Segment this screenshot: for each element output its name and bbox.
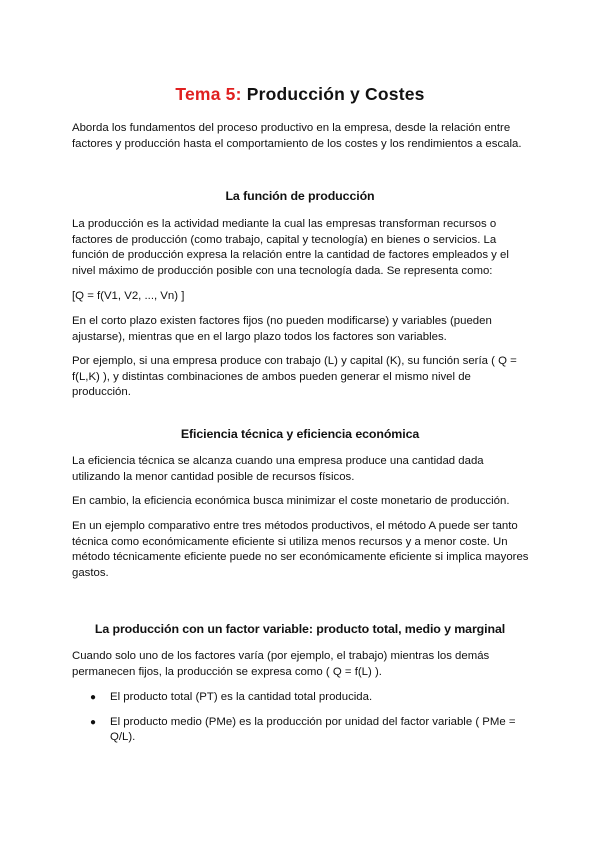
list-item bbox=[90, 715, 520, 746]
paragraph: En cambio, la eficiencia económica busca minimizar el coste monetario de producción. bbox=[72, 495, 510, 507]
paragraph: Cuando solo uno de los factores varía (por ejemplo, el trabajo) mientras los demás permanecen fijos, la producción se expresa como ( Q = f(L) ). bbox=[72, 650, 490, 678]
bullet-icon: ● bbox=[90, 716, 97, 728]
bullet-icon: ● bbox=[90, 692, 97, 703]
intro-paragraph: Aborda los fundamentos del proceso productivo en la empresa, desde la relación entre factores y producción hasta el comportamiento de los costes y los rendimientos a escala. bbox=[72, 122, 522, 150]
list-item bbox=[90, 690, 520, 706]
title-prefix: Tema 5: bbox=[175, 84, 242, 104]
list-item-text: El producto total (PT) es la cantidad total producida. bbox=[110, 691, 373, 703]
paragraph: En el corto plazo existen factores fijos (no pueden modificarse) y variables (pueden ajustarse), mientras que en el largo plazo todos los factores son variables. bbox=[72, 315, 492, 343]
list-item-text: El producto medio (PMe) es la producción por unidad del factor variable ( PMe = Q/L). bbox=[110, 715, 516, 743]
paragraph: En un ejemplo comparativo entre tres métodos productivos, el método A puede ser tanto técnica como económicamente eficiente si utiliza menos recursos y a menor coste. Un método técnicamente eficiente puede no ser económicamente eficiente si implica mayores gastos. bbox=[72, 520, 529, 579]
paragraph: La producción es la actividad mediante la cual las empresas transforman recursos o factores de producción (como trabajo, capital y tecnología) en bienes o servicios. La función de producción expresa la relación entre la cantidad de factores empleados y el nivel máximo de producción posible con una tecnología dada. Se representa como: bbox=[72, 218, 509, 277]
section-heading-production-function: La función de producción bbox=[225, 189, 375, 203]
paragraph: Por ejemplo, si una empresa produce con trabajo (L) y capital (K), su función sería ( Q = f(L,K) ), y distintas combinaciones de ambos pueden generar el mismo nivel de producción. bbox=[72, 355, 517, 398]
formula-paragraph: [Q = f(V1, V2, ..., Vn) ] bbox=[72, 290, 185, 302]
section-heading-efficiency: Eficiencia técnica y eficiencia económica bbox=[180, 427, 420, 441]
title-main: Producción y Costes bbox=[246, 84, 425, 104]
page-title bbox=[0, 84, 600, 105]
bullet-list bbox=[90, 690, 520, 746]
section-heading-variable-factor: La producción con un factor variable: producto total, medio y marginal bbox=[94, 622, 506, 636]
paragraph: La eficiencia técnica se alcanza cuando una empresa produce una cantidad dada utilizando la menor cantidad posible de recursos físicos. bbox=[72, 455, 484, 483]
